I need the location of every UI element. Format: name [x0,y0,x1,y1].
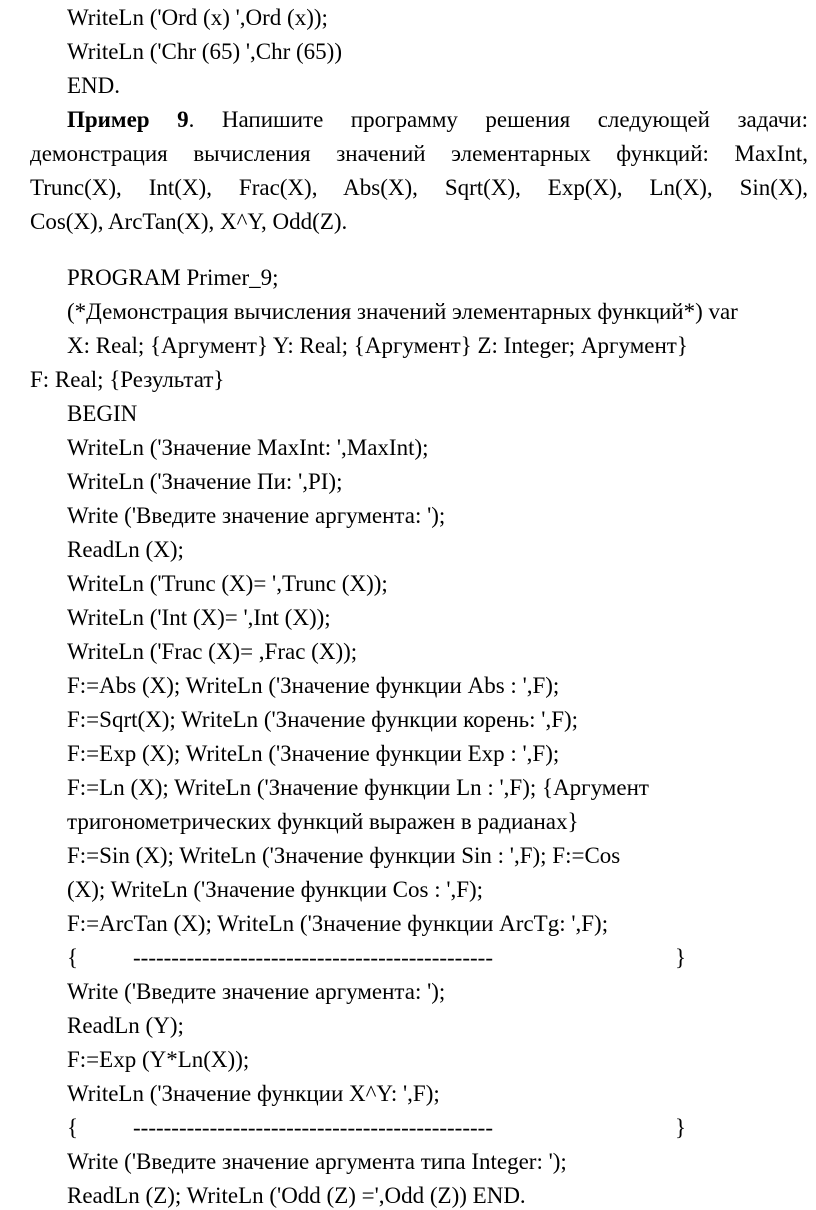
code-line-write-arg-2: Write ('Введите значение аргумента: '); [67,979,446,1004]
code-line-ln-comment: тригонометрических функций выражен в радианах} [67,809,579,834]
code-line-exp: F:=Exp (X); WriteLn ('Значение функции Exp : ',F); [67,741,560,766]
example-task-line-3: Trunc(X), Int(X), Frac(X), Abs(X), Sqrt(X), Exp(X), Ln(X), Sin(X), [30,175,808,200]
code-var-declarations: X: Real; {Аргумент} Y: Real; {Аргумент} Z: Integer; Аргумент} [67,333,688,358]
separator-2-open: { [67,1115,79,1140]
example-task-line-4: Cos(X), ArcTan(X), X^Y, Odd(Z). [30,209,348,234]
example-heading-line [67,106,808,134]
code-line-arctan: F:=ArcTan (X); WriteLn ('Значение функции ArcTg: ',F); [67,911,609,936]
code-line-pi: WriteLn ('Значение Пи: ',PI); [67,469,343,494]
code-comment-var: (*Демонстрация вычисления значений элементарных функций*) var [67,299,738,324]
code-line-writeln-ord: WriteLn ('Ord (x) ',Ord (x)); [67,5,328,30]
code-line-ln: F:=Ln (X); WriteLn ('Значение функции Ln : ',F); {Аргумент [67,775,649,800]
separator-1-open: { [67,945,79,970]
code-line-maxint: WriteLn ('Значение MaxInt: ',MaxInt); [67,435,429,460]
code-line-cos: (X); WriteLn ('Значение функции Cos : ',F); [67,877,484,902]
example-task-line-2: демонстрация вычисления значений элементарных функций: MaxInt, [30,141,808,166]
separator-2-close: } [675,1115,687,1140]
code-line-readln-x: ReadLn (X); [67,537,184,562]
code-line-trunc: WriteLn ('Trunc (X)= ',Trunc (X)); [67,571,388,596]
separator-2-dashes: ----------------------------------------------- [133,1115,493,1140]
code-line-frac: WriteLn ('Frac (X)= ,Frac (X)); [67,639,358,664]
code-line-end: END. [67,73,121,98]
example-label: Пример 9 [67,107,189,132]
code-begin: BEGIN [67,401,138,426]
separator-1-dashes: ----------------------------------------------- [133,945,493,970]
code-line-odd-end: ReadLn (Z); WriteLn ('Odd (Z) =',Odd (Z)) END. [67,1183,526,1208]
code-line-int: WriteLn ('Int (X)= ',Int (X)); [67,605,331,630]
code-line-sqrt: F:=Sqrt(X); WriteLn ('Значение функции корень: ',F); [67,707,579,732]
code-line-readln-y: ReadLn (Y); [67,1013,184,1038]
code-program-header: PROGRAM Primer_9; [67,265,279,290]
code-line-power-output: WriteLn ('Значение функции X^Y: ',F); [67,1081,440,1106]
separator-1-close: } [675,945,687,970]
code-line-sin: F:=Sin (X); WriteLn ('Значение функции Sin : ',F); F:=Cos [67,843,621,868]
code-line-write-arg: Write ('Введите значение аргумента: '); [67,503,446,528]
code-line-exp-power: F:=Exp (Y*Ln(X)); [67,1047,250,1072]
code-var-result: F: Real; {Результат} [30,367,225,392]
code-line-abs: F:=Abs (X); WriteLn ('Значение функции Abs : ',F); [67,673,560,698]
example-task-start: . Напишите программу решения следующей задачи: [188,107,808,132]
code-line-writeln-chr: WriteLn ('Chr (65) ',Chr (65)) [67,39,342,64]
code-line-write-integer: Write ('Введите значение аргумента типа Integer: '); [67,1149,567,1174]
